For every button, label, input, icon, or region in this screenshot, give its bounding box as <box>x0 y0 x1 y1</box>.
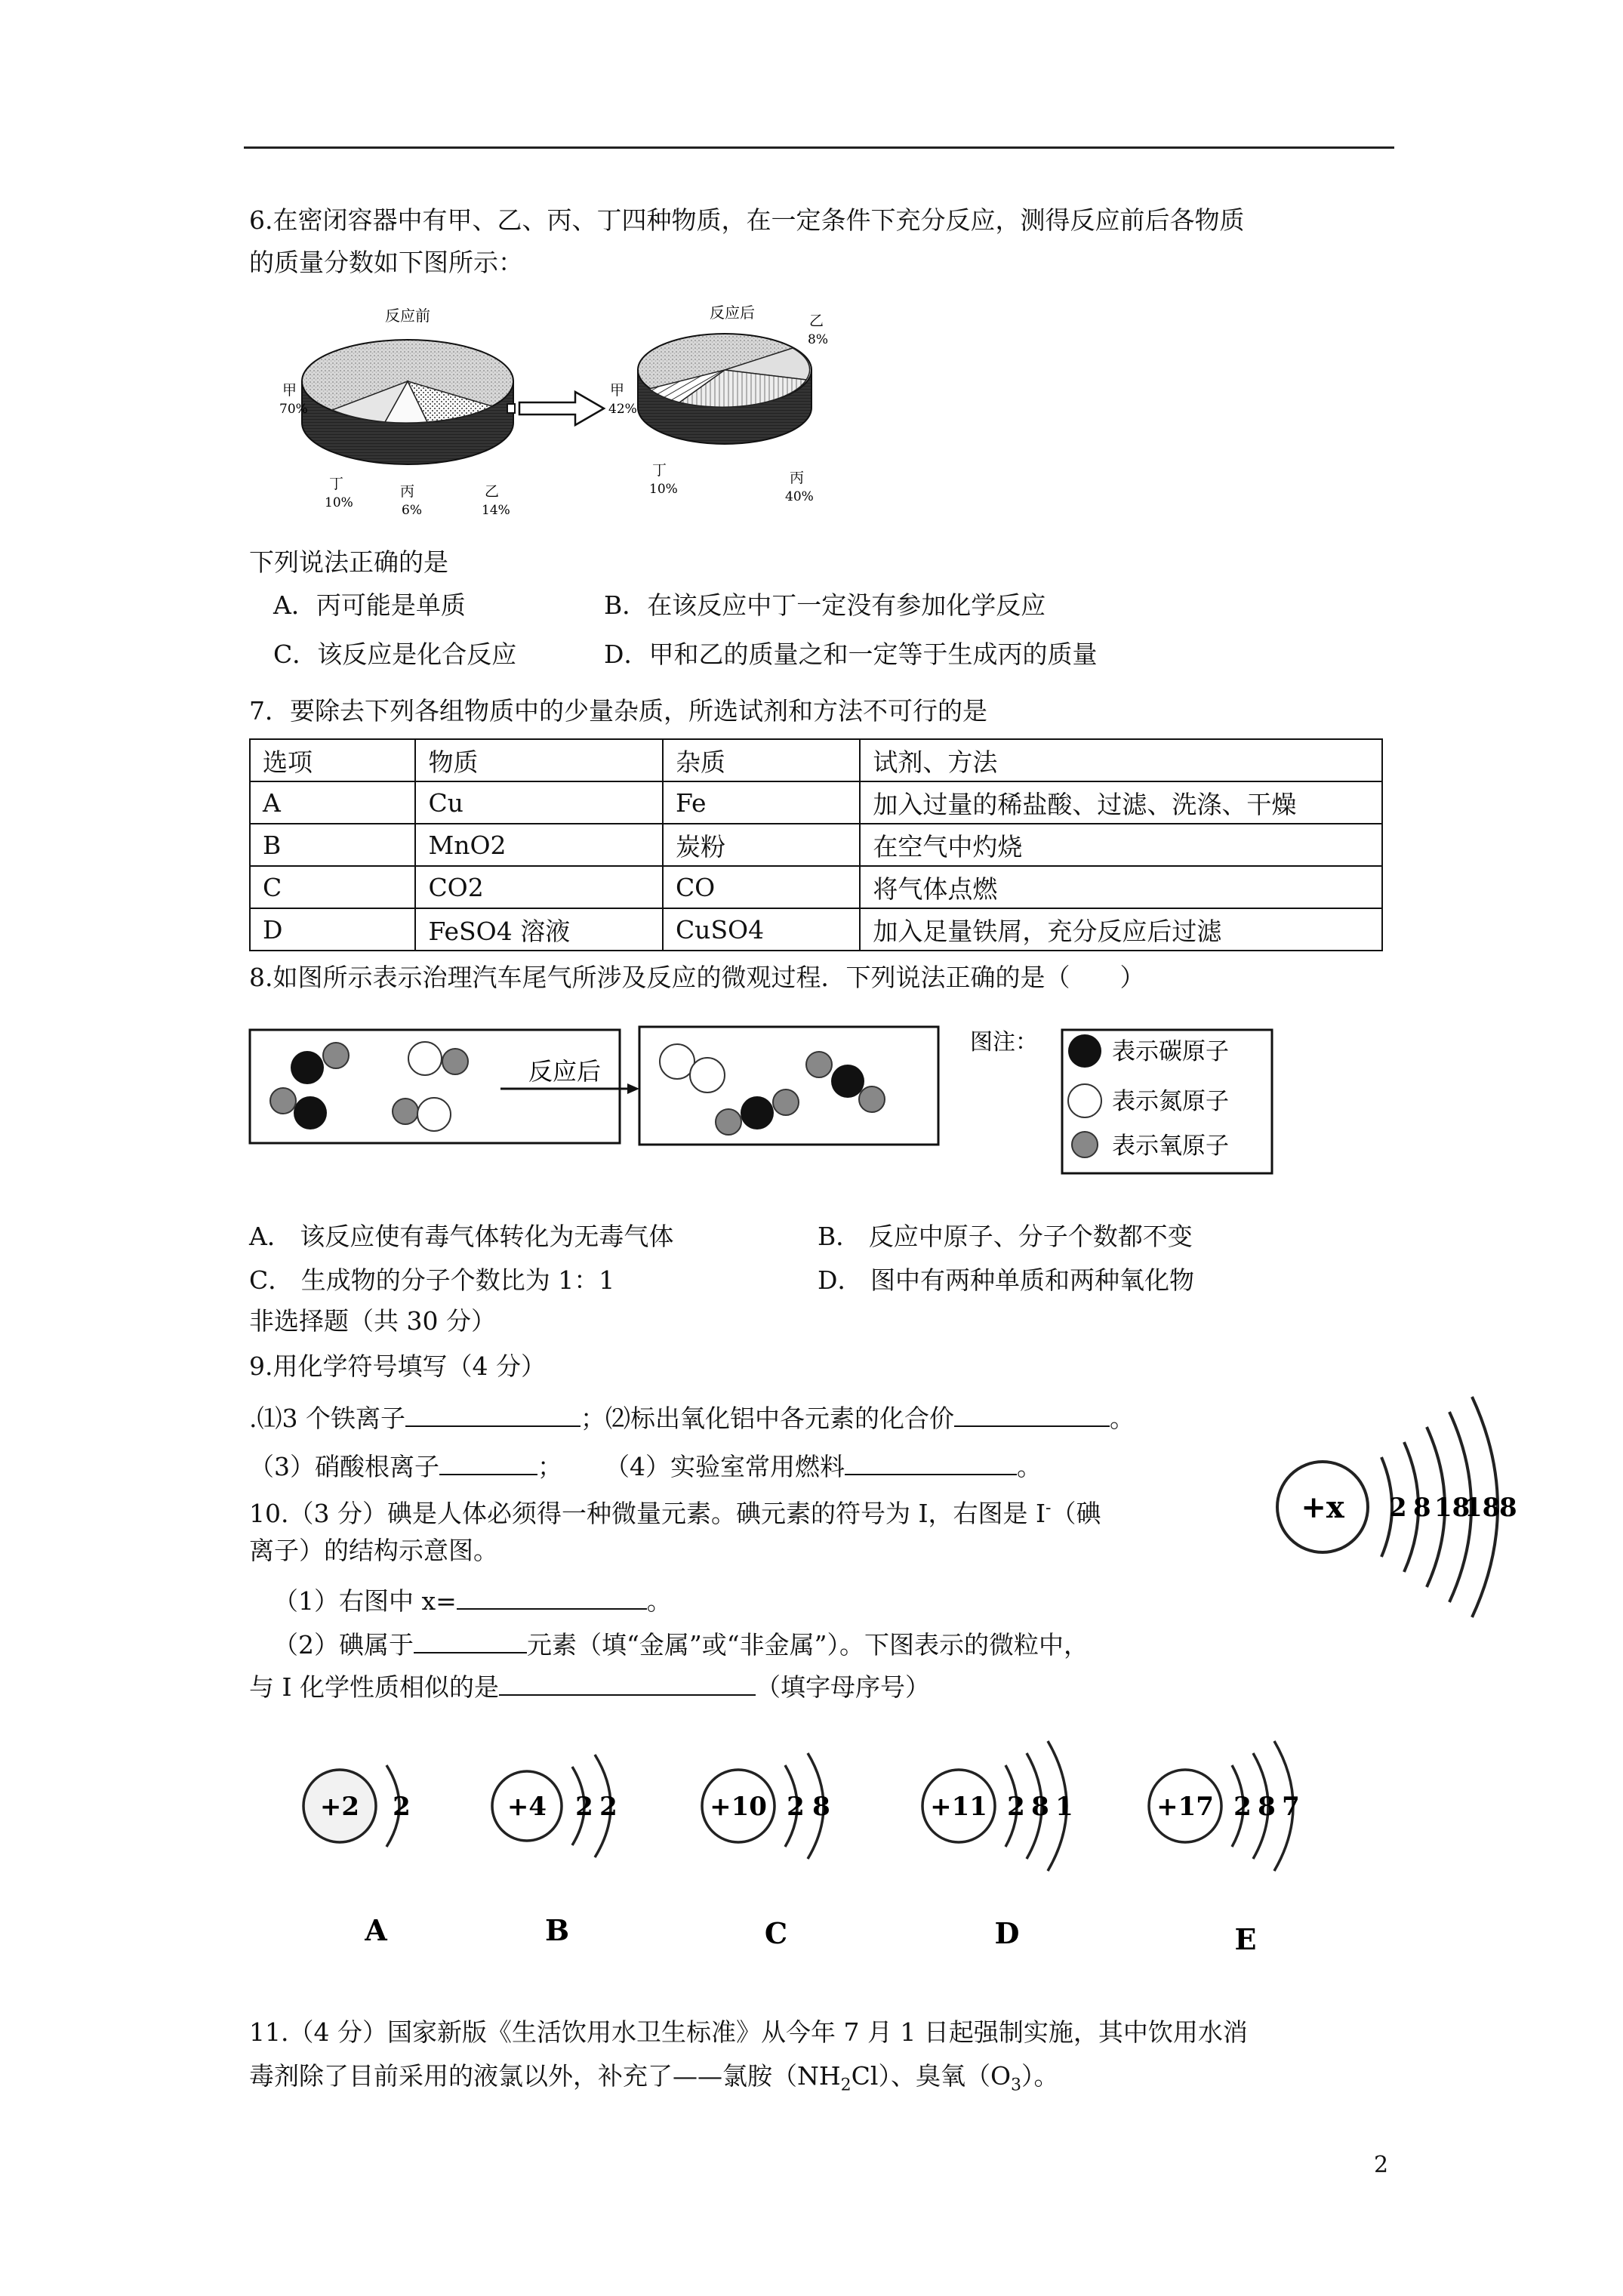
oxygen-atom <box>859 1086 885 1112</box>
q10-line2: 离子）的结构示意图。 <box>249 1536 498 1565</box>
q9-line2 <box>249 1451 1042 1482</box>
iodide-charge: - <box>1046 1499 1052 1518</box>
answer-blank-similar-particle[interactable] <box>499 1672 756 1696</box>
q6-option-a: A．丙可能是单质 <box>273 590 466 620</box>
atom-d-shell-1: 2 <box>1007 1792 1025 1822</box>
atom-d-charge: +11 <box>930 1792 987 1822</box>
after-reaction-box <box>639 1027 938 1145</box>
atom-e-shell-1: 2 <box>1233 1792 1252 1822</box>
table-header: 物质 <box>415 739 663 781</box>
oxygen-atom <box>773 1089 799 1115</box>
pie-after-pct-jia: 42% <box>608 402 637 417</box>
q9-part1: .⑴3 个铁离子 <box>249 1404 405 1433</box>
carbon-atom <box>291 1051 324 1084</box>
q8-arrow-label: 反应后 <box>528 1057 602 1086</box>
pie-before-pct-ding: 10% <box>325 495 353 510</box>
nitrogen-atom <box>690 1058 725 1093</box>
pie-before-title: 反应前 <box>385 307 430 325</box>
q7-stem: 7．要除去下列各组物质中的少量杂质，所选试剂和方法不可行的是 <box>249 696 987 726</box>
atom-e-shell-3: 7 <box>1282 1792 1300 1822</box>
nitrogen-atom-legend <box>1068 1084 1101 1117</box>
q10-line1-end: （碘 <box>1051 1499 1101 1528</box>
q9-part4: （4）实验室常用燃料 <box>605 1452 845 1481</box>
table-cell: 将气体点燃 <box>860 866 1382 908</box>
nitrogen-atom <box>417 1098 451 1131</box>
answer-blank-iron-ion[interactable] <box>405 1403 581 1427</box>
atom-d-shell-2: 8 <box>1031 1792 1049 1822</box>
pie-after-pct-ding: 10% <box>649 482 678 497</box>
q10-sub1 <box>273 1586 672 1616</box>
iodide-shell-2: 8 <box>1413 1493 1431 1523</box>
atom-a-letter: A <box>365 1913 387 1947</box>
answer-blank-x[interactable] <box>457 1586 647 1610</box>
pie-before-pct-jia: 70% <box>279 402 308 417</box>
table-cell: CuSO4 <box>663 908 860 951</box>
page-number: 2 <box>1374 2152 1389 2178</box>
legend-nitrogen: 表示氮原子 <box>1112 1088 1229 1115</box>
q11-subscript-2: 3 <box>1011 2076 1022 2095</box>
table-cell: FeSO4 溶液 <box>415 908 663 951</box>
q6-option-b: B．在该反应中丁一定没有参加化学反应 <box>604 590 1046 620</box>
q10-sub1-end: 。 <box>646 1586 672 1616</box>
pie-before <box>279 307 513 518</box>
table-row <box>250 781 1382 824</box>
table-cell: C <box>250 866 415 908</box>
pie-before-pct-bing: 6% <box>402 503 422 518</box>
pie-after-pct-bing: 40% <box>785 489 814 504</box>
pie-after-label-yi: 乙 <box>809 313 824 329</box>
answer-blank-lab-fuel[interactable] <box>845 1451 1017 1475</box>
q8-stem: 8.如图所示表示治理汽车尾气所涉及反应的微观过程．下列说法正确的是（ ） <box>249 963 1145 992</box>
atom-e-shell-2: 8 <box>1258 1792 1276 1822</box>
table-header: 杂质 <box>663 739 860 781</box>
table-header-row <box>250 739 1382 781</box>
table-cell: B <box>250 824 415 866</box>
q8-option-c: C． 生成物的分子个数比为 1：1 <box>249 1265 615 1295</box>
table-row <box>250 908 1382 951</box>
q11-line2 <box>249 2061 1059 2101</box>
q11-line1: 11.（4 分）国家新版《生活饮用水卫生标准》从今年 7 月 1 日起强制实施，其中饮用水消 <box>249 2017 1248 2047</box>
pie-after-label-ding: 丁 <box>652 462 667 479</box>
header-rule <box>244 146 1394 149</box>
atom-b-shell-1: 2 <box>575 1792 593 1822</box>
atom-a-charge: +2 <box>319 1792 360 1822</box>
pie-before-label-ding: 丁 <box>329 476 344 492</box>
table-row <box>250 866 1382 908</box>
q6-line1: 6.在密闭容器中有甲、乙、丙、丁四种物质，在一定条件下充分反应，测得反应前后各物质 <box>249 205 1245 235</box>
pie-before-label-yi: 乙 <box>485 483 500 500</box>
oxygen-atom <box>442 1049 468 1074</box>
q11-line2-text-b: Cl）、臭氧（O <box>851 2061 1012 2091</box>
table-cell: MnO2 <box>415 824 663 866</box>
q8-option-b: B． 反应中原子、分子个数都不变 <box>818 1222 1193 1251</box>
atom-b-shell-2: 2 <box>599 1792 617 1822</box>
iodide-shell-5: 8 <box>1499 1493 1517 1523</box>
q8-micro-diagram <box>245 1012 1280 1185</box>
table-cell: 加入足量铁屑，充分反应后过滤 <box>860 908 1382 951</box>
answer-blank-metal-type[interactable] <box>414 1629 527 1653</box>
q9-stem: 9.用化学符号填写（4 分） <box>249 1351 546 1381</box>
q6-option-c: C．该反应是化合反应 <box>273 639 517 669</box>
table-header: 试剂、方法 <box>860 739 1382 781</box>
q8-option-d: D． 图中有两种单质和两种氧化物 <box>818 1265 1194 1295</box>
atom-d-shell-3: 1 <box>1055 1792 1073 1822</box>
answer-blank-alumina-valence[interactable] <box>954 1403 1110 1427</box>
atom-e-charge: +17 <box>1156 1792 1214 1822</box>
atom-structure-diagrams <box>272 1721 1449 1963</box>
pie-before-label-bing: 丙 <box>400 483 415 500</box>
q11-subscript-1: 2 <box>840 2076 852 2095</box>
q9-part4-end: 。 <box>1017 1452 1042 1481</box>
iodide-shell-4: 18 <box>1464 1493 1501 1523</box>
table-header: 选项 <box>250 739 415 781</box>
pie-before-label-jia: 甲 <box>282 382 297 399</box>
q6-pie-charts <box>279 298 830 525</box>
q11-line2-text-c: ）。 <box>1021 2061 1059 2091</box>
atom-c-charge: +10 <box>710 1792 767 1822</box>
q6-question: 下列说法正确的是 <box>249 547 448 577</box>
pie-after <box>608 304 828 504</box>
oxygen-atom <box>806 1052 832 1077</box>
atom-b-letter: B <box>544 1913 570 1947</box>
q10-sub2-text: （2）碘属于 <box>273 1630 414 1660</box>
iodide-shell-1: 2 <box>1389 1493 1407 1523</box>
carbon-atom <box>294 1096 327 1130</box>
iodide-shell-numbers <box>1389 1493 1517 1523</box>
legend-carbon: 表示碳原子 <box>1112 1038 1229 1065</box>
reaction-arrow <box>507 392 604 425</box>
q10-sub1-text: （1）右图中 x= <box>273 1586 457 1616</box>
table-cell: D <box>250 908 415 951</box>
carbon-atom-legend <box>1068 1034 1101 1068</box>
oxygen-atom <box>323 1043 349 1068</box>
q7-table <box>249 738 1383 951</box>
q10-line1-text: 10.（3 分）碘是人体必须得一种微量元素。碘元素的符号为 I，右图是 I <box>249 1499 1046 1528</box>
answer-blank-nitrate-ion[interactable] <box>439 1451 537 1475</box>
q9-part3-end: ； <box>537 1452 562 1481</box>
atom-e-letter: E <box>1234 1922 1257 1956</box>
atom-c-shell-2: 8 <box>812 1792 830 1822</box>
table-cell: 炭粉 <box>663 824 860 866</box>
q10-sub2 <box>273 1629 1089 1660</box>
section-heading: 非选择题（共 30 分） <box>249 1306 496 1336</box>
q10-sub2-text-b: 元素（填“金属”或“非金属”）。下图表示的微粒中， <box>527 1630 1089 1660</box>
table-cell: 加入过量的稀盐酸、过滤、洗涤、干燥 <box>860 781 1382 824</box>
pie-after-label-bing: 丙 <box>790 470 805 486</box>
pie-after-label-jia: 甲 <box>610 382 625 399</box>
q9-part2-end: 。 <box>1109 1404 1135 1433</box>
legend-oxygen: 表示氧原子 <box>1112 1133 1229 1160</box>
oxygen-atom <box>393 1099 418 1124</box>
legend-title: 图注： <box>970 1029 1038 1056</box>
q6-option-d: D．甲和乙的质量之和一定等于生成丙的质量 <box>604 639 1098 669</box>
atom-c-shell-1: 2 <box>787 1792 805 1822</box>
q6-line2: 的质量分数如下图所示： <box>249 248 523 277</box>
q10-line1 <box>249 1493 1101 1529</box>
atom-a-shell-1: 2 <box>393 1792 411 1822</box>
carbon-atom <box>831 1065 864 1098</box>
atom-c-letter: C <box>764 1916 788 1950</box>
table-cell: CO2 <box>415 866 663 908</box>
atom-d-letter: D <box>994 1916 1020 1950</box>
q10-sub2-line2 <box>249 1672 930 1703</box>
oxygen-atom <box>270 1088 296 1114</box>
q10-sub2-text-c: 与 I 化学性质相似的是 <box>249 1672 500 1702</box>
carbon-atom <box>741 1096 774 1130</box>
table-cell: CO <box>663 866 860 908</box>
table-cell: Cu <box>415 781 663 824</box>
q11-line2-text: 毒剂除了目前采用的液氯以外，补充了——氯胺（NH <box>249 2061 841 2091</box>
nitrogen-atom <box>408 1042 442 1075</box>
iodide-shell-3: 18 <box>1434 1493 1471 1523</box>
iodide-ion-diagram <box>1268 1380 1532 1629</box>
q9-line1 <box>249 1403 1135 1434</box>
atom-b-charge: +4 <box>507 1792 547 1822</box>
table-row <box>250 824 1382 866</box>
q8-option-a: A． 该反应使有毒气体转化为无毒气体 <box>249 1222 674 1251</box>
pie-after-pct-yi: 8% <box>808 332 828 347</box>
oxygen-atom <box>716 1109 741 1135</box>
iodide-nucleus-charge: +x <box>1301 1490 1344 1525</box>
arrow-head <box>627 1083 639 1094</box>
table-cell: Fe <box>663 781 860 824</box>
pie-after-title: 反应后 <box>710 304 755 322</box>
table-cell: 在空气中灼烧 <box>860 824 1382 866</box>
q9-part2: ；⑵标出氧化铝中各元素的化合价 <box>580 1404 954 1433</box>
pie-before-pct-yi: 14% <box>482 503 510 518</box>
table-cell: A <box>250 781 415 824</box>
q10-sub2-text-d: （填字母序号） <box>756 1672 931 1702</box>
q9-part3: （3）硝酸根离子 <box>249 1452 439 1481</box>
oxygen-atom-legend <box>1072 1132 1098 1157</box>
